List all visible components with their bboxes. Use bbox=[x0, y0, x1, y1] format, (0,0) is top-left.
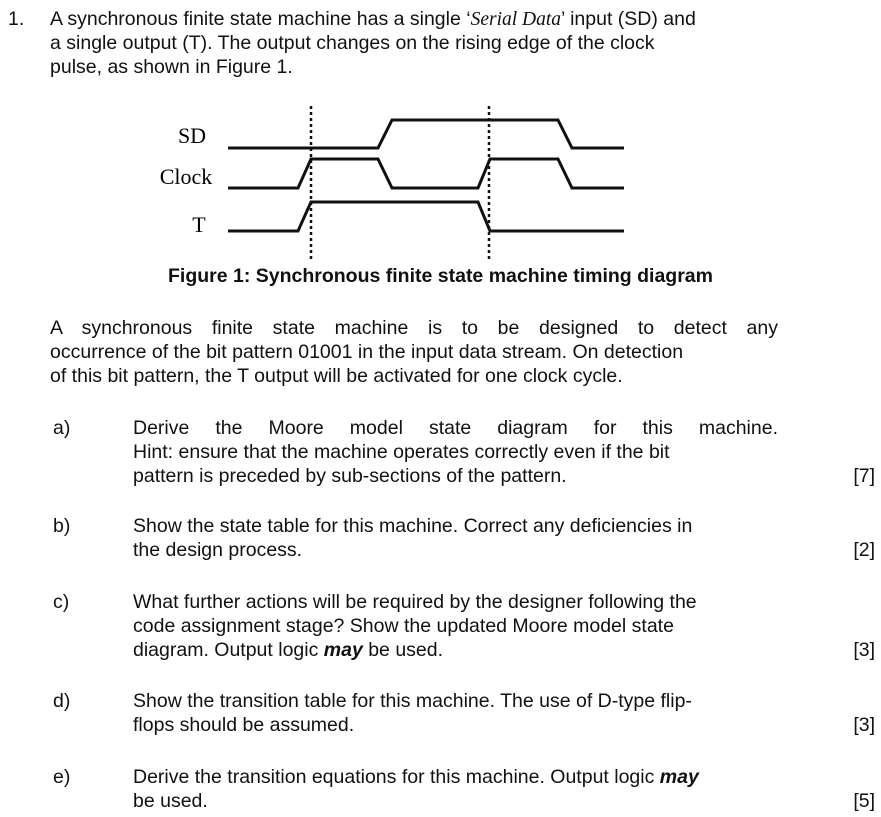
description-line-3: of this bit pattern, the T output will be activated for one clock cycle. bbox=[50, 365, 623, 387]
question-number: 1. bbox=[8, 8, 25, 30]
part-c-label: c) bbox=[53, 591, 70, 613]
description-line-2: occurrence of the bit pattern 01001 in the input data stream. On detection bbox=[50, 341, 684, 363]
part-a-marks: [7] bbox=[853, 465, 875, 487]
part-d-line-1: Show the transition table for this machine. The use of D-type flip- bbox=[133, 690, 692, 712]
part-c-line-3: diagram. Output logic may be used. bbox=[133, 639, 444, 661]
figure-caption: Figure 1: Synchronous finite state machine timing diagram bbox=[167, 265, 713, 287]
signal-label-t: T bbox=[192, 212, 206, 237]
part-c-line-1: What further actions will be required by the designer following the bbox=[133, 591, 697, 613]
part-a-label: a) bbox=[53, 417, 71, 439]
part-e-marks: [5] bbox=[853, 790, 875, 812]
sd-waveform bbox=[228, 120, 624, 148]
part-d-label: d) bbox=[53, 690, 71, 712]
may-emphasis: may bbox=[323, 639, 363, 661]
intro-line-3: pulse, as shown in Figure 1. bbox=[50, 56, 293, 78]
part-d-marks: [3] bbox=[853, 714, 875, 736]
part-e-line-1: Derive the transition equations for this machine. Output logic may bbox=[133, 766, 699, 788]
part-b-label: b) bbox=[53, 515, 71, 537]
timing-diagram bbox=[0, 0, 881, 300]
t-waveform bbox=[228, 202, 624, 231]
part-c-line-2: code assignment stage? Show the updated Moore model state bbox=[133, 615, 674, 637]
part-a-line-1: Derive the Moore model state diagram for this machine. bbox=[133, 417, 778, 439]
part-a-line-2: Hint: ensure that the machine operates correctly even if the bit bbox=[133, 441, 670, 463]
part-e-line-2: be used. bbox=[133, 790, 208, 812]
may-emphasis-e: may bbox=[659, 766, 699, 788]
part-e-label: e) bbox=[53, 766, 71, 788]
signal-label-sd: SD bbox=[177, 123, 207, 148]
part-b-marks: [2] bbox=[853, 539, 875, 561]
intro-line-2: a single output (T). The output changes on the rising edge of the clock bbox=[50, 32, 655, 54]
intro-line-1: A synchronous finite state machine has a single ‘Serial Data’ input (SD) and bbox=[50, 8, 696, 30]
serial-data-term: Serial Data bbox=[470, 9, 562, 30]
signal-label-clock: Clock bbox=[159, 164, 213, 189]
part-d-line-2: flops should be assumed. bbox=[133, 714, 355, 736]
part-b-line-2: the design process. bbox=[133, 539, 303, 561]
part-c-marks: [3] bbox=[853, 639, 875, 661]
clock-waveform bbox=[228, 159, 624, 188]
part-b-line-1: Show the state table for this machine. Correct any deficiencies in bbox=[133, 515, 693, 537]
part-a-line-3: pattern is preceded by sub-sections of the pattern. bbox=[133, 465, 567, 487]
description-line-1: A synchronous finite state machine is to be designed to detect any bbox=[50, 317, 778, 339]
